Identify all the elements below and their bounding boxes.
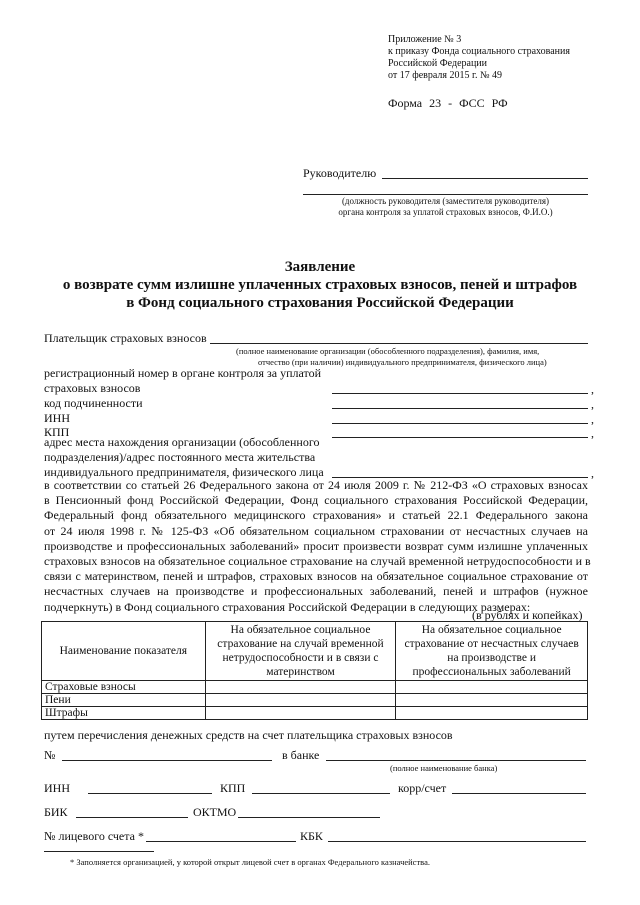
body-line: от 24 июля 1998 г. № 125-ФЗ «Об обязательном социальном страховании от несчастных случаев на — [44, 523, 588, 538]
comma-mark: , — [591, 397, 594, 411]
col-header-temporary — [205, 622, 396, 681]
comma-mark: , — [591, 466, 594, 480]
kbk-label: КБК — [300, 829, 323, 843]
head-caption-1: (должность руководителя (заместителя руководителя) — [341, 196, 550, 206]
address-label-3: индивидуального предпринимателя, физического лица — [44, 465, 324, 479]
appendix-line-4: от 17 февраля 2015 г. № 49 — [388, 70, 503, 81]
footnote: * Заполняется организацией, у которой открыт лицевой счет в органах Федерального казначейства. — [70, 857, 430, 867]
comma-mark: , — [591, 412, 594, 426]
account-number-field[interactable] — [62, 760, 272, 761]
head-name-field-2[interactable] — [303, 194, 588, 195]
table-cell[interactable] — [205, 694, 396, 707]
body-line: подчеркнуть) в Фонд социального страхования Российской Федерации в следующих размерах: — [44, 599, 531, 614]
refund-table — [41, 621, 588, 720]
oktmo-label: ОКТМО — [193, 805, 237, 819]
body-line: производстве и профессиональных заболеваний» просит произвести возврат сумм излишне уплаченных — [44, 538, 588, 553]
table-cell[interactable] — [396, 681, 588, 694]
bank-inn-field[interactable] — [88, 793, 212, 794]
reg-label-1: регистрационный номер в органе контроля за уплатой — [44, 366, 322, 380]
table-cell[interactable] — [396, 694, 588, 707]
kbk-field[interactable] — [328, 841, 586, 842]
inn-field[interactable] — [332, 423, 588, 424]
comma-mark: , — [591, 382, 594, 396]
reg-label-2: страховых взносов — [44, 381, 141, 395]
row-label: Штрафы — [42, 707, 206, 720]
inn-label: ИНН — [44, 411, 70, 425]
table-cell[interactable] — [205, 681, 396, 694]
units-note: (в рублях и копейках) — [472, 608, 583, 622]
bik-field[interactable] — [76, 817, 188, 818]
corr-account-field[interactable] — [452, 793, 586, 794]
table-row — [42, 707, 588, 720]
col-header-indicator: Наименование показателя — [42, 622, 206, 681]
reg-number-field[interactable] — [332, 393, 588, 394]
appendix-line-3: Российской Федерации — [388, 58, 488, 69]
request-body — [44, 478, 591, 615]
appendix-line-2: к приказу Фонда социального страхования — [388, 46, 570, 57]
payer-caption-2: отчество (при наличии) индивидуального предпринимателя, физического лица) — [258, 357, 547, 367]
col3-text: На обязательное социальное — [421, 624, 562, 636]
table-row — [42, 694, 588, 707]
bank-inn-label: ИНН — [44, 781, 70, 795]
table-cell[interactable] — [396, 707, 588, 720]
personal-account-field[interactable] — [146, 841, 296, 842]
bank-name-field[interactable] — [326, 760, 586, 761]
col-header-accidents — [396, 622, 588, 681]
form-code: Форма 23 - ФСС РФ — [388, 96, 508, 110]
head-caption-2: органа контроля за уплатой страховых взносов, Ф.И.О.) — [338, 207, 553, 217]
payer-label: Плательщик страховых взносов — [44, 331, 207, 345]
bik-label: БИК — [44, 805, 68, 819]
title-line-2: о возврате сумм излишне уплаченных страховых взносов, пеней и штрафов — [62, 277, 578, 293]
table-row — [42, 681, 588, 694]
oktmo-field[interactable] — [238, 817, 380, 818]
body-line: Федеральный фонд обязательного медицинского страхования» и статьей 22.1 Федерального закона — [44, 508, 588, 523]
in-bank-label: в банке — [282, 748, 320, 762]
address-label-1: адрес места нахождения организации (обособленного — [44, 435, 320, 449]
head-name-field[interactable] — [382, 178, 588, 179]
col3-text: профессиональных заболеваний — [412, 666, 571, 678]
body-line: в соответствии со статьей 26 Федерального закона от 24 июля 2009 г. № 212-ФЗ «О страховых взносах — [44, 478, 588, 492]
col2-text: На обязательное социальное — [230, 624, 371, 636]
address-label-2: подразделения)/адрес постоянного места жительства — [44, 450, 316, 464]
appendix-line-1: Приложение № 3 — [388, 34, 462, 45]
account-no-label: № — [44, 748, 56, 762]
personal-account-label: № лицевого счета * — [44, 829, 144, 843]
sub-code-field[interactable] — [332, 408, 588, 409]
table-cell[interactable] — [205, 707, 396, 720]
col2-text: нетрудоспособности и в связи с — [222, 652, 379, 664]
title-line-3: в Фонд социального страхования Российской Федерации — [126, 295, 514, 311]
corr-account-label: корр/счет — [398, 781, 447, 795]
bank-kpp-label: КПП — [220, 781, 246, 795]
title-line-1: Заявление — [284, 259, 356, 275]
row-label: Страховые взносы — [42, 681, 206, 694]
col3-text: страхование от несчастных случаев — [404, 638, 579, 650]
payer-name-field[interactable] — [210, 343, 588, 344]
col2-text: материнством — [266, 666, 335, 678]
bank-kpp-field[interactable] — [252, 793, 390, 794]
body-line: в Пенсионный фонд Российской Федерации, Фонд социального страхования Российской Федерации, — [44, 493, 588, 508]
sub-code-label: код подчиненности — [44, 396, 143, 410]
payer-caption-1: (полное наименование организации (обособленного подразделения), фамилия, имя, — [236, 346, 540, 356]
comma-mark: , — [591, 426, 594, 440]
row-label: Пени — [42, 694, 206, 707]
kpp-label: КПП — [44, 425, 70, 439]
bank-intro: путем перечисления денежных средств на счет плательщика страховых взносов — [44, 728, 453, 742]
col3-text: на производстве и — [447, 652, 537, 664]
head-label: Руководителю — [303, 166, 377, 180]
footnote-divider — [44, 851, 154, 852]
body-line: несчастных случаев на производстве и профессиональных заболеваний, пеней и штрафов (нужное — [44, 584, 588, 599]
body-line: страховых взносов на обязательное социальное страхование на случай временной нетрудоспособности и в — [44, 554, 591, 569]
col2-text: страхование на случай временной — [217, 638, 384, 650]
body-line: связи с материнством, пеней и штрафов, страховых взносов на обязательное социальное страхование от — [44, 569, 588, 584]
bank-caption: (полное наименование банка) — [390, 763, 498, 773]
kpp-field[interactable] — [332, 437, 588, 438]
